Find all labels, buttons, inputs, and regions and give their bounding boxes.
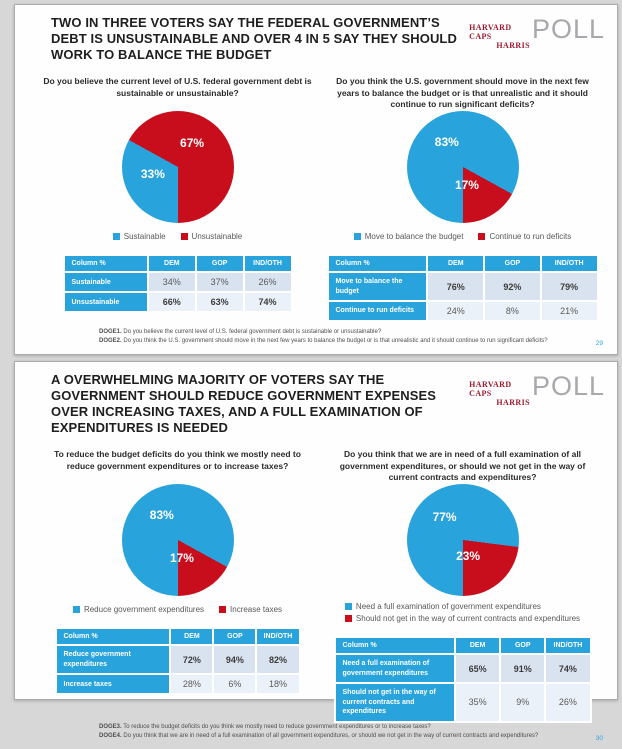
footnote-id: DOGE2.: [99, 338, 122, 345]
pie-slice-label: 33%: [140, 167, 165, 182]
pie-slice-label: 83%: [434, 134, 459, 149]
harvard-caps-harris-wordmark: [469, 23, 530, 51]
legend-label: Continue to run deficits: [489, 232, 572, 242]
value-cell: 65%: [455, 654, 500, 683]
value-cell: 66%: [148, 292, 196, 312]
table-header-row: [64, 255, 292, 272]
legend-item: [113, 232, 166, 241]
legend-label: Move to balance the budget: [364, 232, 464, 242]
slide-title: A OVERWHELMING MAJORITY OF VOTERS SAY THE GOVERNMENT SHOULD REDUCE GOVERNMENT EXPENSES OVER INCREASING TAXES, AND A FULL EXAMINATION OF EXPENDITURES IS NEEDED: [51, 372, 437, 436]
results-table-full-examination: [334, 636, 592, 722]
row-label: Increase taxes: [56, 674, 171, 694]
row-label: Sustainable: [64, 272, 148, 292]
pie-slice-label: 23%: [456, 549, 481, 564]
logo-line-2: HARRIS: [496, 398, 530, 408]
row-label: Need a full examination of government expenditures: [335, 654, 456, 683]
legend-label: Sustainable: [123, 232, 166, 242]
value-cell: 26%: [244, 272, 292, 292]
value-cell: 28%: [170, 674, 213, 694]
results-table-debt-sustainability: [63, 254, 293, 313]
table-row: [335, 683, 591, 721]
row-label: Continue to run deficits: [328, 301, 428, 321]
table-header-cell: Column %: [64, 255, 148, 272]
value-cell: 94%: [213, 645, 256, 674]
logo-line-1: HARVARD CAPS: [469, 23, 512, 42]
legend-label: Need a full examination of government expenditures: [355, 602, 541, 612]
harvard-caps-harris-wordmark: [469, 380, 530, 408]
slide-2: [14, 361, 618, 742]
slide-1-panels: [15, 63, 617, 322]
value-cell: 72%: [170, 645, 213, 674]
legend-item: [181, 232, 243, 241]
table-row: [56, 674, 300, 694]
value-cell: 21%: [541, 301, 598, 321]
value-cell: 91%: [500, 654, 545, 683]
footnote: [99, 337, 548, 347]
table-header-cell: DEM: [170, 628, 213, 645]
value-cell: 92%: [484, 272, 541, 301]
value-cell: 82%: [256, 645, 299, 674]
table-row: [64, 272, 292, 292]
legend-label: Should not get in the way of current contracts and expenditures: [355, 614, 581, 624]
slide-2-header: [15, 362, 617, 436]
legend-item: [478, 232, 571, 241]
value-cell: 74%: [545, 654, 590, 683]
footnote: [99, 328, 548, 338]
footnote-text: Do you believe the current level of U.S. federal government debt is sustainable or unsustainable?: [123, 328, 382, 335]
table-header-cell: IND/OTH: [545, 637, 590, 654]
table-row: [335, 654, 591, 683]
value-cell: 6%: [213, 674, 256, 694]
question-text: To reduce the budget deficits do you think we mostly need to reduce government expenditures or to increase taxes?: [54, 449, 301, 471]
table-row: [64, 292, 292, 312]
slide-1-header: [15, 5, 617, 63]
legend-item: [73, 605, 204, 614]
table-header-cell: Column %: [328, 255, 428, 272]
page-number: 29: [595, 340, 603, 347]
logo-line-1: HARVARD CAPS: [469, 380, 512, 399]
footnote: [99, 723, 538, 733]
slide-1-footer: [15, 328, 617, 354]
legend-label: Reduce government expenditures: [83, 605, 205, 615]
table-row: [328, 301, 598, 321]
legend-item: [345, 614, 580, 623]
table-header-cell: GOP: [196, 255, 244, 272]
value-cell: 34%: [148, 272, 196, 292]
pie-slice-label: 17%: [454, 178, 479, 193]
footnote-id: DOGE1.: [99, 328, 122, 335]
footnotes: [99, 723, 538, 742]
pie-chart-balance-budget: [407, 111, 519, 223]
row-label: Unsustainable: [64, 292, 148, 312]
table-header-row: [328, 255, 598, 272]
row-label: Reduce government expenditures: [56, 645, 171, 674]
poll-wordmark: POLL: [531, 14, 605, 44]
harvard-caps-harris-poll-logo: [469, 14, 605, 51]
footnote-text: To reduce the budget deficits do you think we mostly need to reduce government expenditures or to increase taxes?: [123, 723, 431, 730]
pie-chart-reduce-expenditures: [122, 484, 234, 596]
table-header-cell: GOP: [500, 637, 545, 654]
value-cell: 79%: [541, 272, 598, 301]
pie-slice-label: 17%: [169, 551, 194, 566]
legend-item: [354, 232, 464, 241]
legend-square-icon: [113, 233, 120, 240]
table-header-row: [335, 637, 591, 654]
table-header-cell: Column %: [335, 637, 456, 654]
table-header-cell: GOP: [213, 628, 256, 645]
logo-line-2: HARRIS: [496, 41, 530, 51]
pie-slice-label: 77%: [432, 509, 457, 524]
panel-balance-budget: [320, 67, 605, 322]
value-cell: 74%: [244, 292, 292, 312]
pie-slice-label: 83%: [149, 507, 174, 522]
legend-item: [345, 602, 541, 611]
legend-label: Unsustainable: [191, 232, 243, 242]
table-row: [56, 645, 300, 674]
table-header-cell: DEM: [427, 255, 484, 272]
legend-square-icon: [73, 606, 80, 613]
legend-square-icon: [478, 233, 485, 240]
legend-square-icon: [219, 606, 226, 613]
table-header-cell: DEM: [455, 637, 500, 654]
results-table-reduce-expenditures: [55, 627, 301, 695]
value-cell: 35%: [455, 683, 500, 721]
table-header-cell: DEM: [148, 255, 196, 272]
legend-label: Increase taxes: [230, 605, 283, 615]
results-table-balance-budget: [327, 254, 599, 322]
value-cell: 63%: [196, 292, 244, 312]
footnote-text: Do you think that we are in need of a full examination of all government expenditures, or should we not get in the way of current contracts and expenditures?: [123, 733, 539, 740]
legend-item: [219, 605, 282, 614]
value-cell: 18%: [256, 674, 299, 694]
value-cell: 76%: [427, 272, 484, 301]
footnote: [99, 732, 538, 742]
legend-square-icon: [345, 615, 352, 622]
table-header-cell: Column %: [56, 628, 171, 645]
value-cell: 37%: [196, 272, 244, 292]
table-header-cell: IND/OTH: [541, 255, 598, 272]
value-cell: 26%: [545, 683, 590, 721]
legend: [354, 232, 572, 241]
footnote-id: DOGE4.: [99, 733, 122, 740]
footnote-id: DOGE3.: [99, 723, 122, 730]
harvard-caps-harris-poll-logo: [469, 371, 605, 408]
legend-square-icon: [181, 233, 188, 240]
legend: [73, 605, 282, 614]
legend: [113, 232, 243, 241]
panel-full-examination: [320, 440, 605, 722]
footnotes: [99, 328, 548, 347]
row-label: Move to balance the budget: [328, 272, 428, 301]
slide-2-panels: [15, 436, 617, 722]
footnote-text: Do you think the U.S. government should move in the next few years to balance the budget or is that unrealistic and it should continue to run significant deficits?: [123, 338, 548, 345]
legend-square-icon: [354, 233, 361, 240]
poll-wordmark: POLL: [531, 371, 605, 401]
pie-chart-debt-sustainability: [122, 111, 234, 223]
slide-2-footer: [15, 723, 617, 749]
table-header-cell: IND/OTH: [256, 628, 299, 645]
question-text: Do you think the U.S. government should move in the next few years to balance the budget or is that unrealistic and it should continue to run significant deficits?: [336, 76, 589, 110]
table-header-cell: IND/OTH: [244, 255, 292, 272]
row-label: Should not get in the way of current contracts and expenditures: [335, 683, 456, 721]
slide-1: [14, 4, 618, 355]
table-row: [328, 272, 598, 301]
value-cell: 24%: [427, 301, 484, 321]
value-cell: 9%: [500, 683, 545, 721]
slide-title: TWO IN THREE VOTERS SAY THE FEDERAL GOVERNMENT’S DEBT IS UNSUSTAINABLE AND OVER 4 IN 5 SAY THEY SHOULD WORK TO BALANCE THE BUDGET: [51, 15, 457, 63]
panel-debt-sustainability: [35, 67, 320, 322]
pie-slice-label: 67%: [180, 135, 205, 150]
legend-square-icon: [345, 603, 352, 610]
value-cell: 8%: [484, 301, 541, 321]
question-text: Do you believe the current level of U.S. federal government debt is sustainable or unsustainable?: [43, 76, 312, 98]
panel-reduce-expenditures: [35, 440, 320, 722]
question-text: Do you think that we are in need of a full examination of all government expenditures, or should we not get in the way of current contracts and expenditures?: [339, 449, 586, 483]
table-header-cell: GOP: [484, 255, 541, 272]
legend: [345, 602, 580, 623]
table-header-row: [56, 628, 300, 645]
page-number: 30: [595, 734, 603, 742]
pie-chart-full-examination: [407, 484, 519, 596]
